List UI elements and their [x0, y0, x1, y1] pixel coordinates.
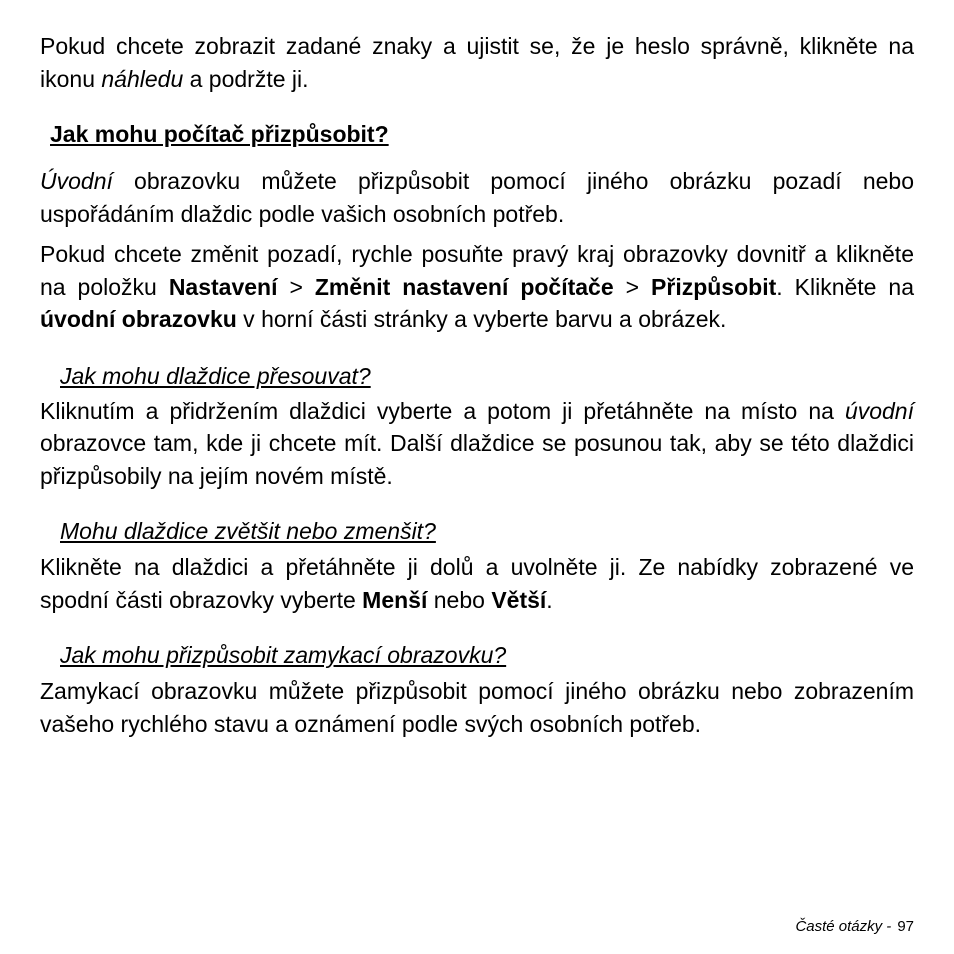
intro-text-2: a podržte ji. [183, 65, 309, 92]
smaller-term: Menší [362, 586, 428, 613]
question-1-answer [40, 395, 914, 493]
q1-text-2: obrazovce tam, kde ji chcete mít. Další dlaždice se posunou tak, aby se této dlaždici přizpůsobily na jejím novém místě. [40, 430, 914, 489]
question-3-heading: Jak mohu přizpůsobit zamykací obrazovku? [60, 642, 507, 668]
question-2-answer [40, 551, 914, 616]
section-paragraph-2 [40, 238, 914, 336]
q1-italic-word: úvodní [844, 397, 914, 424]
change-pc-settings-term: Změnit nastavení počítače [314, 273, 614, 300]
q1-text-1: Kliknutím a přidržením dlaždici vyberte a potom ji přetáhněte na místo na [40, 397, 845, 424]
para2-separator-1: > [277, 273, 315, 300]
section-paragraph-1 [40, 165, 914, 230]
q2-text-2: nebo [427, 586, 492, 613]
intro-paragraph [40, 30, 914, 95]
para2-text-4: . Klikněte na [776, 273, 915, 300]
question-3-answer: Zamykací obrazovku můžete přizpůsobit pomocí jiného obrázku nebo zobrazením vašeho rychlého stavu a oznámení podle svých osobních potřeb. [40, 678, 914, 737]
para2-text-1: Pokud chcete změnit pozadí, rychle posuňte pravý kraj obrazovky dovnitř a klikněte na položku [40, 241, 914, 300]
personalize-term: Přizpůsobit [651, 273, 777, 300]
para2-text-5: v horní části stránky a vyberte barvu a obrázek. [236, 306, 727, 332]
page-number: 97 [897, 918, 914, 935]
preview-word: náhledu [101, 65, 184, 92]
para2-separator-2: > [613, 273, 652, 300]
start-screen-term: úvodní obrazovku [40, 306, 237, 332]
intro-text-1: Pokud chcete zobrazit zadané znaky a ujistit se, že je heslo správně, klikněte na ikonu [40, 33, 914, 92]
question-2-heading: Mohu dlaždice zvětšit nebo zmenšit? [60, 518, 436, 544]
q2-text-3: . [546, 586, 553, 613]
larger-term: Větší [491, 586, 547, 613]
footer-label: Časté otázky - [795, 918, 892, 935]
page-footer [795, 917, 914, 937]
section-start-word: Úvodní [40, 168, 113, 194]
page-content [40, 30, 914, 740]
settings-term: Nastavení [168, 273, 278, 300]
q2-text-1: Klikněte na dlaždici a přetáhněte ji dolů a uvolněte ji. Ze nabídky zobrazené ve spodní části obrazovky vyberte [40, 554, 914, 613]
question-1-heading: Jak mohu dlaždice přesouvat? [60, 362, 371, 389]
section-paragraph-1-text: obrazovku můžete přizpůsobit pomocí jiného obrázku pozadí nebo uspořádáním dlaždic podle vašich osobních potřeb. [40, 168, 914, 227]
section-heading: Jak mohu počítač přizpůsobit? [50, 121, 389, 147]
